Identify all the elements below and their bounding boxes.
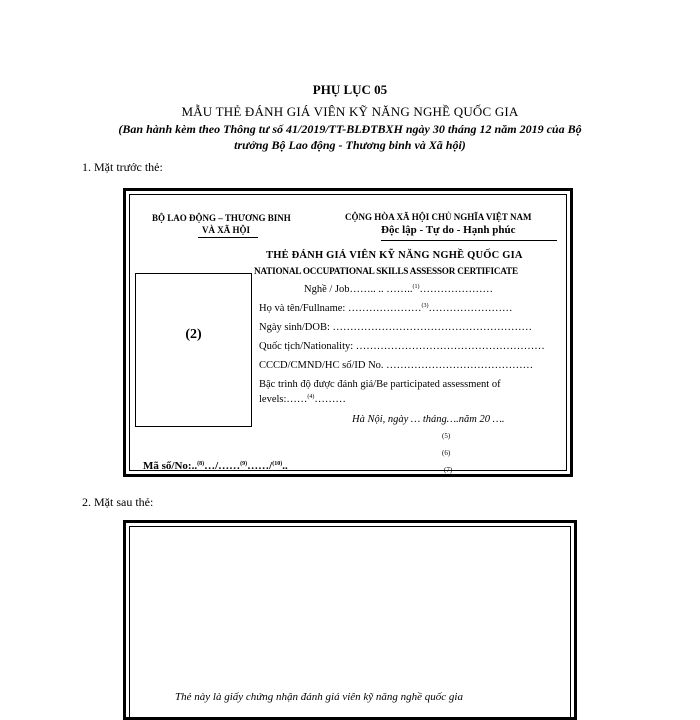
ministry-name-line2: VÀ XÃ HỘI xyxy=(202,225,251,235)
card-number-tail: .. xyxy=(282,460,288,472)
front-card xyxy=(123,188,573,477)
footnote-1: (1) xyxy=(412,284,420,290)
field-id-number: CCCD/CMND/HC số/ID No. …………………………………… xyxy=(259,360,534,371)
footnote-3: (3) xyxy=(421,303,429,309)
footnote-10: (10) xyxy=(272,461,283,467)
field-assessment-level: Bậc trình độ được đánh giá/Be participated assessment of xyxy=(259,379,501,390)
field-fullname-label: Họ và tên/Fullname: ………………… xyxy=(259,303,422,314)
document-subtitle-line2: trưởng Bộ Lao động - Thương binh và Xã hội) xyxy=(234,138,466,152)
field-assessment-level-line2 xyxy=(259,394,346,406)
footnote-6: (6) xyxy=(442,449,451,457)
issue-place-date: Hà Nội, ngày … tháng….năm 20 …. xyxy=(352,414,505,425)
back-section-label: 2. Mặt sau thẻ: xyxy=(82,495,154,509)
motto-underline xyxy=(381,240,557,241)
card-title-english: NATIONAL OCCUPATIONAL SKILLS ASSESSOR CERTIFICATE xyxy=(254,266,518,276)
footnote-7: (7) xyxy=(444,466,453,474)
back-card-inner-border xyxy=(129,526,571,717)
field-job-label: Nghề / Job…….. .. …….. xyxy=(304,284,413,295)
field-job xyxy=(304,284,493,296)
card-number-label: Mã số/No:.. xyxy=(143,460,198,472)
field-dob: Ngày sinh/DOB: ………………………………………………… xyxy=(259,322,532,333)
card-number-part2: ……/ xyxy=(247,460,273,472)
field-nationality: Quốc tịch/Nationality: ……………………………………………… xyxy=(259,341,545,352)
back-card xyxy=(123,520,577,720)
footnote-8: (8) xyxy=(197,461,205,467)
ministry-underline xyxy=(198,237,258,238)
footnote-5: (5) xyxy=(442,432,451,440)
ministry-name-line1: BỘ LAO ĐỘNG – THƯƠNG BINH xyxy=(152,213,291,223)
field-level-dots: ……… xyxy=(314,394,346,405)
card-number xyxy=(143,460,288,472)
field-level-label: levels:…… xyxy=(259,394,308,405)
footnote-9: (9) xyxy=(240,461,248,467)
card-title-vietnamese: THẺ ĐÁNH GIÁ VIÊN KỸ NĂNG NGHỀ QUỐC GIA xyxy=(266,250,523,261)
card-number-part1: …/…… xyxy=(204,460,241,472)
photo-label: (2) xyxy=(185,327,202,342)
front-section-label: 1. Mặt trước thẻ: xyxy=(82,160,163,174)
national-motto: Độc lập - Tự do - Hạnh phúc xyxy=(381,224,516,236)
photo-placeholder xyxy=(135,273,252,427)
field-job-dots: ………………… xyxy=(419,284,493,295)
back-card-text: Thẻ này là giấy chứng nhận đánh giá viên kỹ năng nghề quốc gia xyxy=(175,691,463,703)
footnote-4: (4) xyxy=(307,394,315,400)
document-subtitle-line1: (Ban hành kèm theo Thông tư số 41/2019/TT-BLĐTBXH ngày 30 tháng 12 năm 2019 của Bộ xyxy=(118,122,582,136)
document-heading: MẪU THẺ ĐÁNH GIÁ VIÊN KỸ NĂNG NGHỀ QUỐC GIA xyxy=(181,104,519,119)
field-fullname xyxy=(259,303,512,315)
republic-name: CỘNG HÒA XÃ HỘI CHỦ NGHĨA VIỆT NAM xyxy=(345,212,532,222)
field-fullname-dots: …………………… xyxy=(428,303,513,314)
document-title: PHỤ LỤC 05 xyxy=(312,82,388,97)
front-card-inner-border xyxy=(129,194,567,474)
